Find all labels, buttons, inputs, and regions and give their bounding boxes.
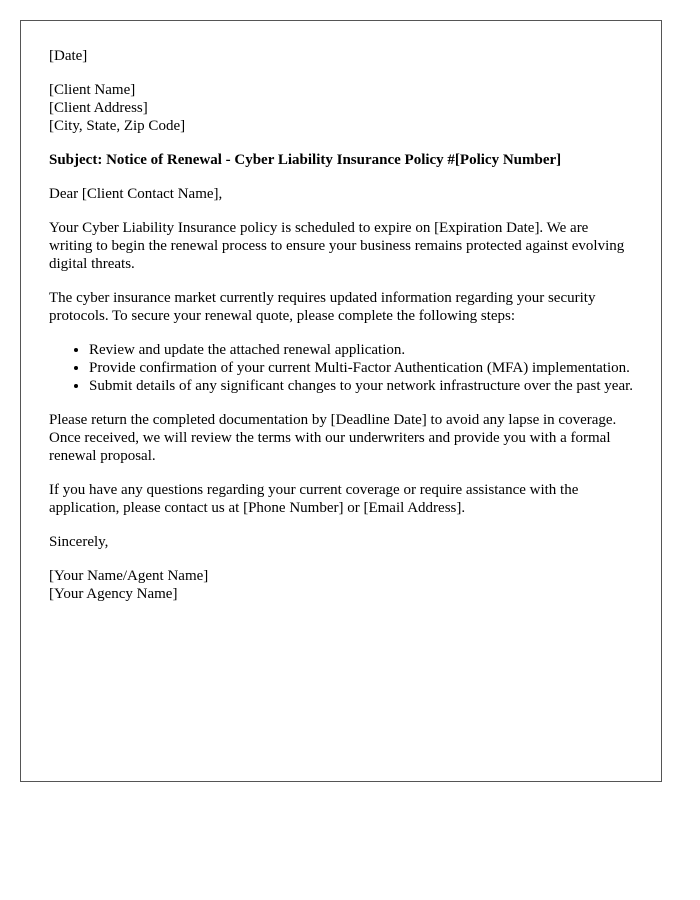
recipient-address-block bbox=[49, 81, 633, 135]
body-paragraph-contact: If you have any questions regarding your current coverage or require assistance with the application, please contact us at [Phone Number] or [Email Address]. bbox=[49, 482, 579, 516]
renewal-step-item: • Provide confirmation of your current Multi-Factor Authentication (MFA) implementation. bbox=[89, 359, 633, 377]
body-paragraph-expiration: Your Cyber Liability Insurance policy is scheduled to expire on [Expiration Date]. We are writing to begin the renewal process to ensure your business remains protected against evolving digital threats. bbox=[49, 220, 625, 272]
body-paragraph-deadline: Please return the completed documentation by [Deadline Date] to avoid any lapse in coverage. Once received, we will review the terms with our underwriters and provide you with a formal renewal proposal. bbox=[49, 412, 617, 464]
signature-block bbox=[49, 567, 633, 603]
renewal-steps-list bbox=[49, 341, 633, 395]
renewal-step-item: • Submit details of any significant changes to your network infrastructure over the past year. bbox=[89, 377, 633, 395]
letter-page bbox=[20, 20, 662, 782]
letter-subject: Subject: Notice of Renewal - Cyber Liability Insurance Policy #[Policy Number] bbox=[49, 152, 562, 168]
letter-salutation: Dear [Client Contact Name], bbox=[49, 186, 223, 202]
body-paragraph-requirements: The cyber insurance market currently requires updated information regarding your security protocols. To secure your renewal quote, please complete the following steps: bbox=[49, 290, 596, 324]
recipient-name: [Client Name] bbox=[49, 82, 136, 98]
recipient-city-state-zip: [City, State, Zip Code] bbox=[49, 118, 186, 134]
signature-name: [Your Name/Agent Name] bbox=[49, 568, 209, 584]
letter-closing: Sincerely, bbox=[49, 534, 109, 550]
letter-date: [Date] bbox=[49, 48, 88, 64]
recipient-address: [Client Address] bbox=[49, 100, 148, 116]
signature-agency: [Your Agency Name] bbox=[49, 586, 178, 602]
renewal-step-item: • Review and update the attached renewal application. bbox=[89, 341, 633, 359]
